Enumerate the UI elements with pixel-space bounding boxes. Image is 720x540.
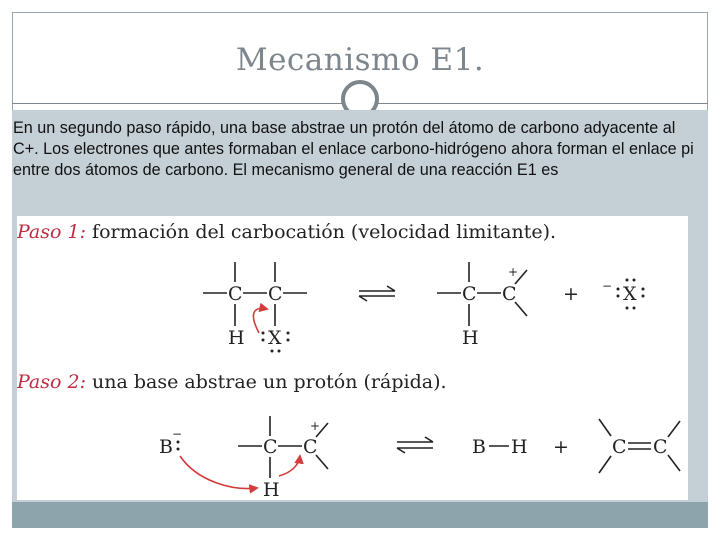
atom-c: C — [228, 283, 243, 305]
atom-c: C — [268, 283, 283, 305]
equilibrium-arrow — [397, 437, 433, 453]
x-anion — [602, 279, 645, 310]
atom-c: C — [263, 436, 278, 458]
equilibrium-arrow — [359, 286, 395, 301]
atom-h: H — [462, 327, 479, 349]
step1-carbocation — [437, 262, 527, 349]
atom-x: X — [623, 283, 637, 305]
atom-c: C — [612, 436, 627, 458]
e1-mechanism-figure — [17, 216, 688, 500]
negative-charge: − — [172, 427, 183, 441]
step1-label: Paso 1: formación del carbocatión (velocidad limitante). — [17, 221, 557, 243]
atom-h: H — [511, 436, 528, 458]
body-text: En un segundo paso rápido, una base abstrae un protón del átomo de carbono adyacente al C+. Los electrones que antes formaban el enlace carbono-hidrógeno ahora forman el enlace pi entre dos átomos de carbono. El mecanismo general de una reacción E1 es — [13, 119, 694, 179]
atom-c: C — [653, 436, 668, 458]
plus-sign: + — [553, 436, 569, 458]
step2-reactants — [159, 416, 328, 500]
mechanism-diagram — [17, 216, 688, 500]
atom-c: C — [303, 436, 318, 458]
footer-bar — [12, 502, 708, 528]
plus-sign: + — [563, 283, 579, 305]
atom-h: H — [228, 327, 245, 349]
step2-products — [472, 419, 680, 473]
atom-x: X — [268, 327, 282, 349]
atom-b: B — [472, 436, 486, 458]
positive-charge: + — [310, 419, 321, 433]
atom-b: B — [159, 436, 173, 458]
negative-charge: − — [602, 279, 613, 293]
positive-charge: + — [508, 265, 519, 279]
atom-c: C — [502, 283, 517, 305]
step1-reactant — [203, 262, 307, 353]
slide-title: Mecanismo E1. — [235, 42, 485, 78]
atom-c: C — [462, 283, 477, 305]
step2-label: Paso 2: una base abstrae un protón (rápida). — [17, 371, 447, 393]
atom-h: H — [263, 479, 280, 500]
